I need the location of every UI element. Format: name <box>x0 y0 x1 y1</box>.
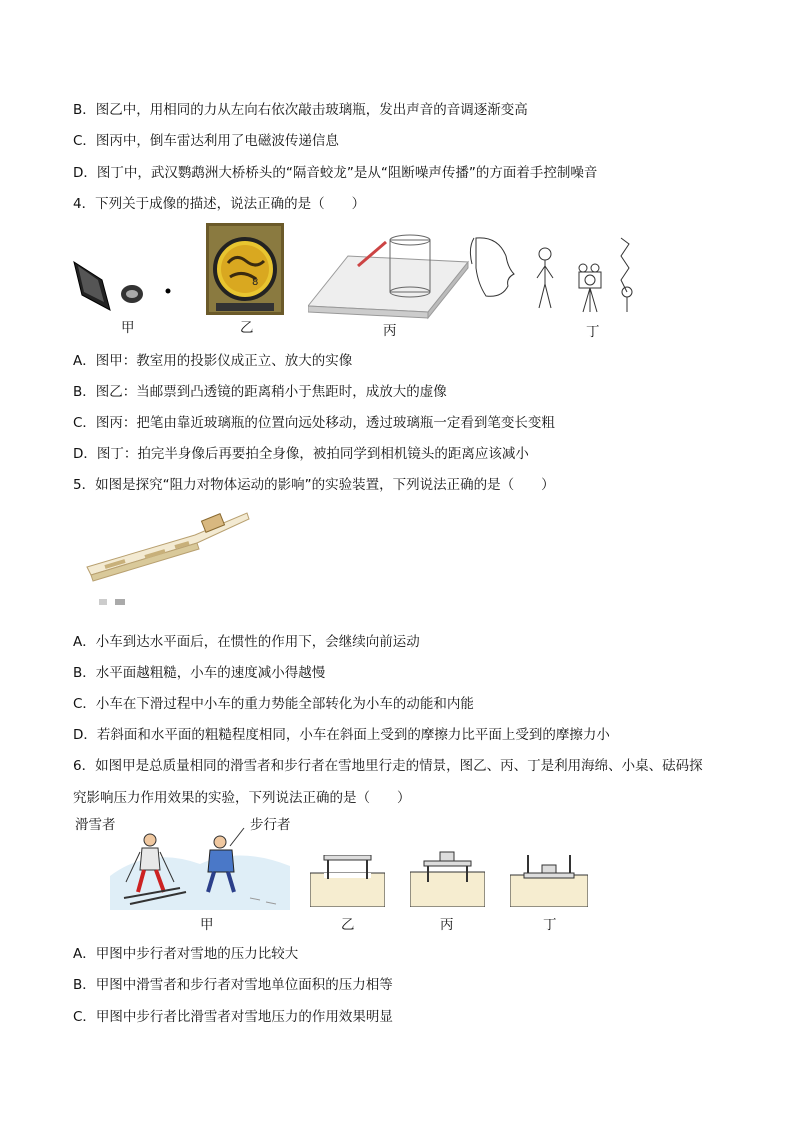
q4-figure-bing <box>308 228 528 323</box>
q4-caption-bing: 丙 <box>383 323 397 339</box>
q3-option-b: B．图乙中，用相同的力从左向右依次敲击玻璃瓶，发出声音的音调逐渐变高 <box>73 102 528 118</box>
q4-option-d: D．图丁：拍完半身像后再要拍全身像，被拍同学到相机镜头的距离应该减小 <box>73 446 529 462</box>
q4-figure-jia <box>72 250 182 320</box>
q6-option-b: B．甲图中滑雪者和步行者对雪地单位面积的压力相等 <box>73 977 393 993</box>
q4-figure-yi <box>206 223 284 315</box>
q4-option-c: C．图丙：把笔由靠近玻璃瓶的位置向远处移动，透过玻璃瓶一定看到笔变长变粗 <box>73 415 555 431</box>
q4-option-a: A．图甲：教室用的投影仪成正立、放大的实像 <box>73 353 353 369</box>
q6-option-c: C．甲图中步行者比滑雪者对雪地压力的作用效果明显 <box>73 1009 393 1025</box>
q5-option-d: D．若斜面和水平面的粗糙程度相同，小车在斜面上受到的摩擦力比平面上受到的摩擦力小 <box>73 727 610 743</box>
q6-stem-line1: 6．如图甲是总质量相同的滑雪者和步行者在雪地里行走的情景，图乙、丙、丁是利用海绵、小桌、砝码探 <box>73 758 703 774</box>
q4-caption-yi: 乙 <box>240 320 254 336</box>
q6-label-walker: 步行者 <box>250 817 291 833</box>
q6-caption-bing: 丙 <box>440 917 454 933</box>
q6-figure-ding <box>510 855 588 907</box>
q4-figure-ding <box>535 234 645 320</box>
q3-option-d: D．图丁中，武汉鹦鹉洲大桥桥头的“隔音蛟龙”是从“阻断噪声传播”的方面着手控制噪音 <box>73 165 598 181</box>
q4-caption-ding: 丁 <box>586 324 600 340</box>
q5-option-c: C．小车在下滑过程中小车的重力势能全部转化为小车的动能和内能 <box>73 696 474 712</box>
q6-label-skier: 滑雪者 <box>75 817 116 833</box>
q6-caption-jia: 甲 <box>200 917 214 933</box>
q6-option-a: A．甲图中步行者对雪地的压力比较大 <box>73 946 299 962</box>
q4-caption-jia: 甲 <box>121 320 135 336</box>
q6-caption-ding: 丁 <box>543 917 557 933</box>
q5-stem: 5．如图是探究“阻力对物体运动的影响”的实验装置，下列说法正确的是（ ） <box>73 477 555 493</box>
q6-caption-yi: 乙 <box>341 917 355 933</box>
q3-option-c: C．图丙中，倒车雷达利用了电磁波传递信息 <box>73 133 339 149</box>
q6-stem-line2: 究影响压力作用效果的实验，下列说法正确的是（ ） <box>73 790 411 806</box>
q6-figure-bing <box>410 850 485 907</box>
q4-option-b: B．图乙：当邮票到凸透镜的距离稍小于焦距时，成放大的虚像 <box>73 384 447 400</box>
svg-text:8: 8 <box>252 277 259 288</box>
q6-figure-yi <box>310 855 385 907</box>
q5-option-a: A．小车到达水平面后，在惯性的作用下，会继续向前运动 <box>73 634 420 650</box>
q5-option-b: B．水平面越粗糙，小车的速度减小得越慢 <box>73 665 326 681</box>
q4-stem: 4．下列关于成像的描述，说法正确的是（ ） <box>73 196 366 212</box>
q5-ramp-figure <box>85 505 250 610</box>
q6-figure-jia <box>110 826 290 910</box>
